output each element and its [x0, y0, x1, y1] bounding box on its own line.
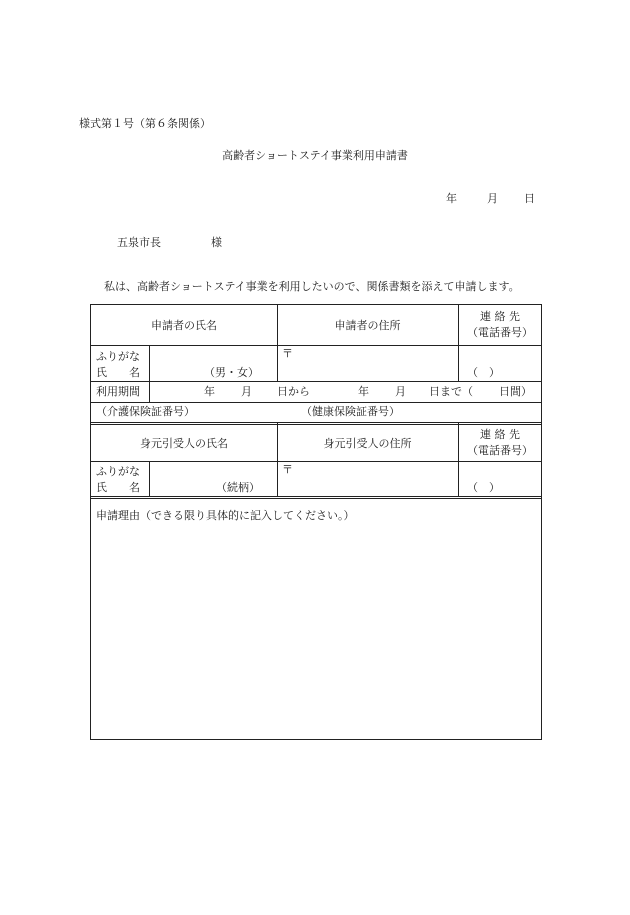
date-month: 月 [487, 192, 498, 205]
document-title: 高齢者ショートステイ事業利用申請書 [222, 149, 408, 162]
row-line-3 [91, 402, 541, 403]
col-line-a1 [277, 305, 278, 381]
care-insurance-label: （介護保険証番号） [96, 405, 195, 418]
guarantor-furigana-label: ふりがな [96, 465, 140, 478]
period-until: 日まで（ [429, 385, 473, 398]
guarantor-name-label: 氏 名 [96, 481, 140, 494]
period-month-1: 月 [241, 385, 252, 398]
guarantor-phone-parens: （ ） [467, 481, 500, 494]
date-year: 年 [446, 192, 457, 205]
guarantor-contact-header-1: 連 絡 先 [480, 428, 520, 441]
row-line-double-1 [91, 422, 541, 425]
row-line-4 [91, 461, 541, 462]
guarantor-name-header: 身元引受人の氏名 [140, 437, 228, 450]
guarantor-relation-hint: （続柄） [216, 481, 260, 494]
date-line [446, 193, 535, 204]
applicant-phone-parens: （ ） [467, 366, 500, 379]
row-line-2 [91, 381, 541, 382]
application-table [90, 304, 542, 740]
applicant-contact-header-1: 連 絡 先 [480, 310, 520, 323]
date-day: 日 [524, 192, 535, 205]
col-line-g1 [277, 423, 278, 497]
guarantor-address-header: 身元引受人の住所 [323, 437, 412, 450]
applicant-contact-header-2: （電話番号） [467, 326, 533, 339]
period-days: 日間） [499, 385, 532, 398]
applicant-furigana-label: ふりがな [96, 350, 140, 363]
application-statement: 私は、高齢者ショートステイ事業を利用したいので、関係書類を添えて申請します。 [104, 280, 520, 293]
period-month-2: 月 [395, 385, 406, 398]
guarantor-contact-header-2: （電話番号） [467, 444, 533, 457]
guarantor-postal-mark: 〒 [282, 463, 293, 476]
period-label: 利用期間 [96, 385, 140, 398]
form-number: 様式第１号（第６条関係） [79, 117, 211, 130]
period-from: 日から [277, 385, 310, 398]
health-insurance-label: （健康保険証番号） [301, 405, 400, 418]
applicant-postal-mark: 〒 [282, 347, 293, 360]
reason-label: 申請理由（できる限り具体的に記入してください。） [96, 509, 355, 522]
period-year-1: 年 [204, 385, 215, 398]
applicant-name-label: 氏 名 [96, 366, 140, 379]
applicant-name-header: 申請者の氏名 [151, 319, 217, 332]
col-line-g-label [149, 461, 150, 497]
row-line-1 [91, 345, 541, 346]
col-line-a-label [149, 345, 150, 402]
row-line-double-2 [91, 496, 541, 499]
addressee-name: 五泉市長 [117, 236, 161, 249]
applicant-gender-hint: （男・女） [204, 366, 259, 379]
addressee [117, 237, 222, 248]
period-year-2: 年 [358, 385, 369, 398]
addressee-suffix: 様 [211, 236, 222, 249]
applicant-address-header: 申請者の住所 [334, 319, 401, 332]
